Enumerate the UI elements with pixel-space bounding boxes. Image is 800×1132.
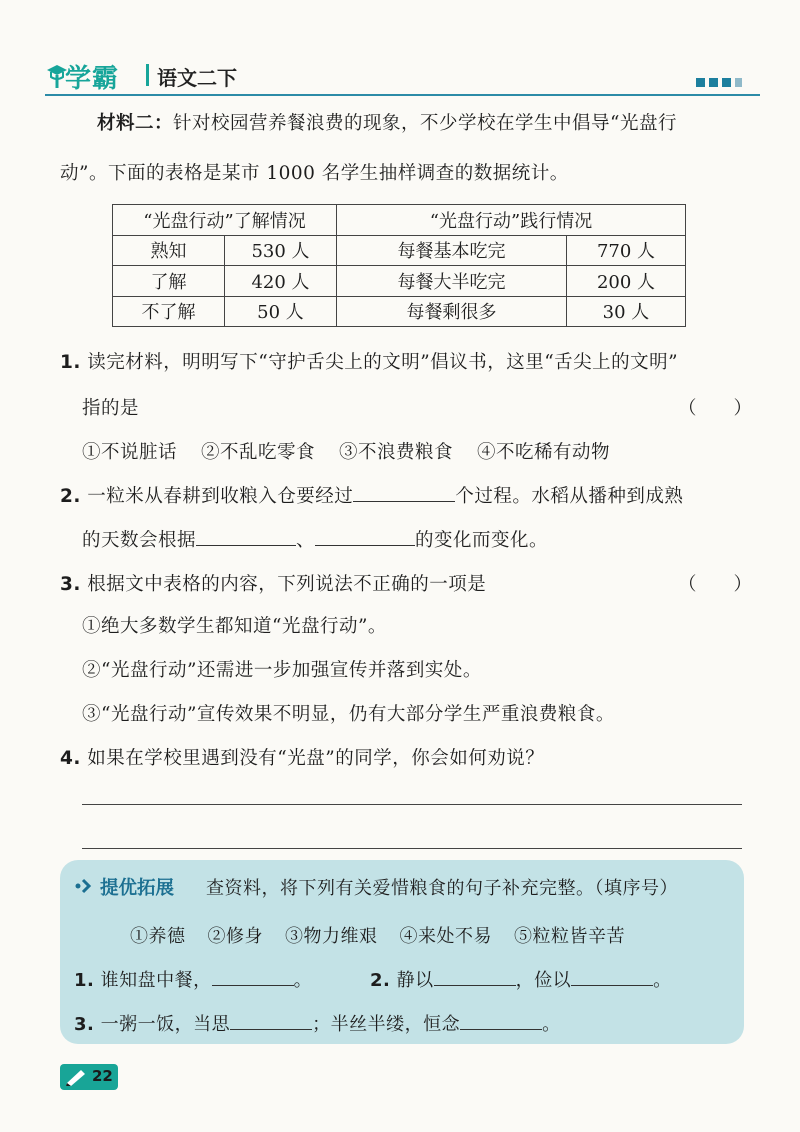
question-2: 2. 一粒米从春耕到收粮入仓要经过 个过程。水稻从播种到成熟 bbox=[60, 486, 684, 507]
question-4: 4. 如果在学校里遇到没有“光盘”的同学，你会如何劝说？ bbox=[60, 748, 545, 769]
table-header-cell: “光盘行动”了解情况 bbox=[113, 205, 337, 236]
table-cell: 了解 bbox=[113, 266, 225, 297]
table-row bbox=[113, 266, 686, 297]
table-cell: 770 人 bbox=[567, 235, 686, 266]
table-header-cell: “光盘行动”践行情况 bbox=[337, 205, 686, 236]
fill-blank[interactable] bbox=[353, 484, 455, 502]
table-cell: 熟知 bbox=[113, 235, 225, 266]
table-cell: 30 人 bbox=[567, 296, 686, 327]
fill-blank[interactable] bbox=[315, 528, 415, 546]
table-header-row bbox=[113, 205, 686, 236]
question-3: 3. 根据文中表格的内容，下列说法不正确的一项是 bbox=[60, 574, 487, 595]
extension-item-2: 2. 静以 ，俭以 。 bbox=[370, 970, 672, 991]
graduation-cap-icon bbox=[45, 60, 67, 90]
option-3: ③物力维艰 bbox=[285, 926, 378, 947]
table-row bbox=[113, 296, 686, 327]
table-cell: 530 人 bbox=[225, 235, 337, 266]
fill-blank[interactable] bbox=[460, 1012, 542, 1030]
header-subject: 语文二下 bbox=[157, 66, 237, 90]
extension-item-3: 3. 一粥一饭，当思 ；半丝半缕，恒念 。 bbox=[74, 1014, 561, 1035]
table-cell: 200 人 bbox=[567, 266, 686, 297]
option-1[interactable]: ①不说脏话 bbox=[82, 442, 178, 463]
table-cell: 50 人 bbox=[225, 296, 337, 327]
table-row bbox=[113, 235, 686, 266]
extension-section bbox=[60, 860, 744, 1044]
option-2[interactable]: ②“光盘行动”还需进一步加强宣传并落到实处。 bbox=[82, 660, 482, 681]
table-cell: 每餐大半吃完 bbox=[337, 266, 567, 297]
fill-blank[interactable] bbox=[196, 528, 296, 546]
fill-blank[interactable] bbox=[230, 1012, 312, 1030]
option-4[interactable]: ④不吃稀有动物 bbox=[477, 442, 611, 463]
fill-blank[interactable] bbox=[212, 968, 294, 986]
extension-title: 提优拓展 bbox=[100, 878, 175, 899]
material-line-1: 材料二：针对校园营养餐浪费的现象，不少学校在学生中倡导“光盘行 bbox=[97, 113, 677, 134]
question-1: 1. 读完材料，明明写下“守护舌尖上的文明”倡议书，这里“舌尖上的文明” bbox=[60, 352, 679, 373]
option-3[interactable]: ③“光盘行动”宣传效果不明显，仍有大部分学生严重浪费粮食。 bbox=[82, 704, 615, 725]
answer-line[interactable] bbox=[82, 804, 742, 805]
option-3[interactable]: ③不浪费粮食 bbox=[339, 442, 454, 463]
answer-line[interactable] bbox=[82, 848, 742, 849]
question-1-line-2: 指的是 bbox=[82, 398, 140, 419]
page-number-badge bbox=[60, 1064, 118, 1090]
pencil-icon bbox=[64, 1067, 88, 1087]
table-cell: 每餐基本吃完 bbox=[337, 235, 567, 266]
option-2: ②修身 bbox=[207, 926, 263, 947]
survey-table bbox=[112, 204, 686, 327]
table-cell: 不了解 bbox=[113, 296, 225, 327]
page-number: 22 bbox=[92, 1067, 113, 1085]
table-cell: 420 人 bbox=[225, 266, 337, 297]
material-line-2: 动”。下面的表格是某市 1000 名学生抽样调查的数据统计。 bbox=[60, 163, 569, 184]
option-1[interactable]: ①绝大多数学生都知道“光盘行动”。 bbox=[82, 616, 387, 637]
answer-paren-1[interactable]: （ ） bbox=[678, 398, 753, 419]
header-decoration bbox=[696, 78, 742, 87]
extension-options bbox=[130, 922, 625, 948]
brand-separator bbox=[146, 64, 149, 86]
header-divider bbox=[45, 94, 760, 96]
question-2-line-2: 的天数会根据 、 的变化而变化。 bbox=[82, 530, 549, 551]
extension-instruction: 查资料，将下列有关爱惜粮食的句子补充完整。（填序号） bbox=[206, 878, 678, 899]
fill-blank[interactable] bbox=[434, 968, 516, 986]
material-label: 材料二： bbox=[97, 113, 174, 134]
page-header bbox=[45, 58, 760, 100]
extension-item-1: 1. 谁知盘中餐， 。 bbox=[74, 970, 313, 991]
double-chevron-icon bbox=[74, 878, 96, 894]
table-cell: 每餐剩很多 bbox=[337, 296, 567, 327]
option-1: ①养德 bbox=[130, 926, 186, 947]
option-4: ④来处不易 bbox=[399, 926, 492, 947]
option-5: ⑤粒粒皆辛苦 bbox=[514, 926, 625, 947]
option-2[interactable]: ②不乱吃零食 bbox=[201, 442, 316, 463]
answer-paren-3[interactable]: （ ） bbox=[678, 574, 753, 595]
brand-logo-text: 学霸 bbox=[65, 64, 120, 94]
question-1-options bbox=[82, 438, 610, 464]
fill-blank[interactable] bbox=[571, 968, 653, 986]
